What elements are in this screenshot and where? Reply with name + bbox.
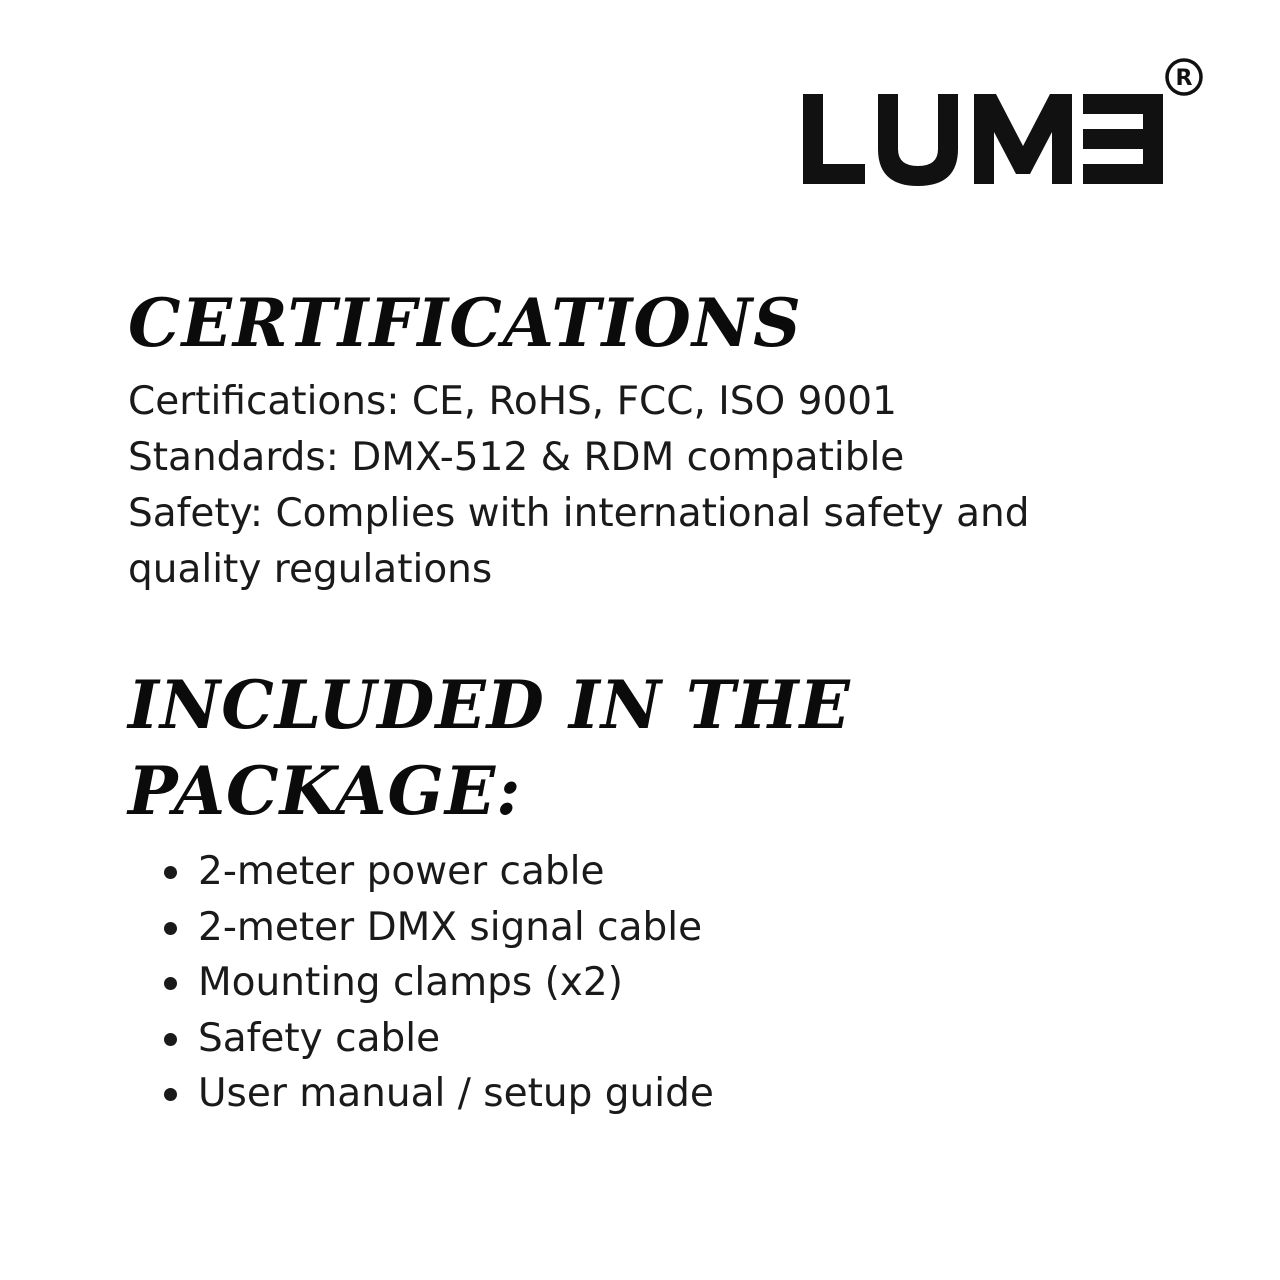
- certifications-heading: CERTIFICATIONS: [128, 284, 802, 362]
- bullet-icon: [164, 922, 177, 935]
- standards-line: Standards: DMX-512 & RDM compatible: [128, 435, 905, 480]
- safety-line: Safety: Complies with international safety and: [128, 491, 1030, 536]
- certifications-details: [128, 374, 1128, 598]
- bullet-icon: [164, 866, 177, 879]
- safety-line-continued: quality regulations: [128, 547, 493, 592]
- bullet-icon: [164, 1088, 177, 1101]
- package-heading: [128, 662, 1168, 834]
- bullet-icon: [164, 1033, 177, 1046]
- package-list: [128, 844, 714, 1122]
- list-item: Mounting clamps (x2): [128, 955, 714, 1011]
- package-heading-line1: INCLUDED IN THE: [128, 666, 851, 744]
- svg-text:R: R: [1175, 66, 1193, 91]
- list-item: User manual / setup guide: [128, 1066, 714, 1122]
- list-item: 2-meter power cable: [128, 844, 714, 900]
- package-heading-line2: PACKAGE:: [128, 752, 522, 830]
- bullet-icon: [164, 977, 177, 990]
- lume-logo-mark: [798, 54, 1208, 190]
- certifications-line: Certifications: CE, RoHS, FCC, ISO 9001: [128, 379, 897, 424]
- list-item: Safety cable: [128, 1011, 714, 1067]
- list-item: 2-meter DMX signal cable: [128, 900, 714, 956]
- brand-logo: [798, 54, 1208, 190]
